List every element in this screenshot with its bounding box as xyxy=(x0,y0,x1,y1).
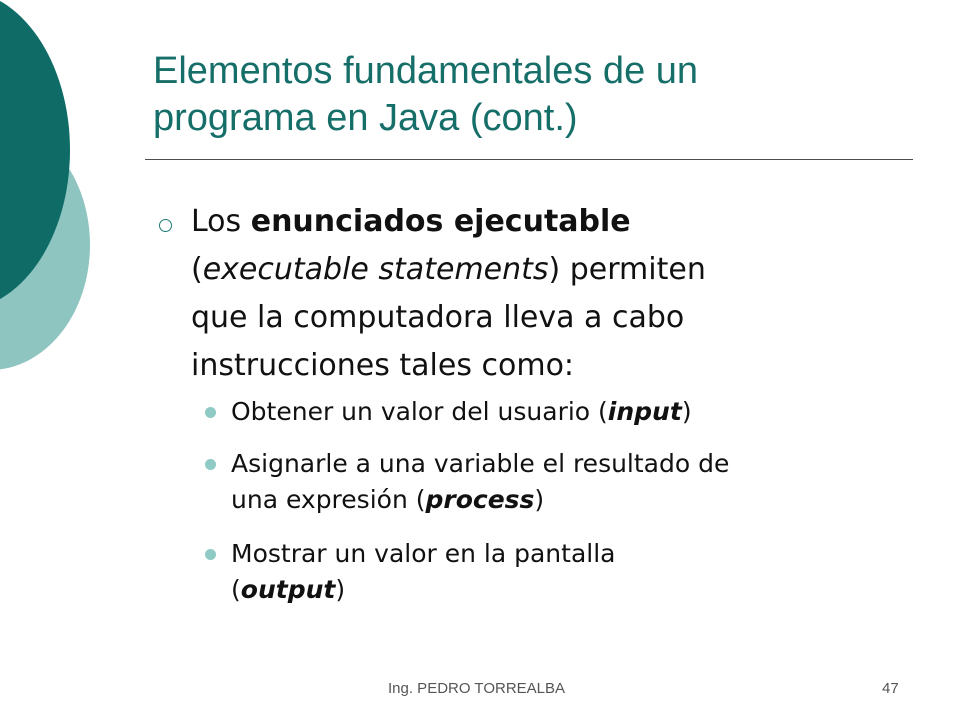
main-bullet-line-4: instrucciones tales como: xyxy=(191,348,575,383)
main-bullet-line-2-close: ) permiten xyxy=(548,252,706,287)
slide-title-line-2: programa en Java (cont.) xyxy=(153,97,578,139)
sub-bullet-input-line-1 xyxy=(231,394,921,430)
sub-bullet-input-close: ) xyxy=(681,397,692,426)
slide-number: 47 xyxy=(882,680,899,697)
main-bullet-line-1-text: Los xyxy=(191,204,251,239)
filled-circle-bullet-icon xyxy=(205,407,216,418)
sub-bullet-output-term: output xyxy=(240,575,336,604)
sub-bullet-output-line-2 xyxy=(231,572,921,608)
sub-bullet-output xyxy=(231,536,921,608)
hollow-circle-bullet-icon xyxy=(159,219,172,232)
sub-bullet-output-close: ) xyxy=(335,575,346,604)
main-bullet-line-3: que la computadora lleva a cabo xyxy=(191,300,685,335)
main-bullet-emphasis: enunciados ejecutable xyxy=(250,204,631,239)
sub-bullet-process-line-2 xyxy=(231,482,921,518)
sub-bullet-process-line-1: Asignarle a una variable el resultado de xyxy=(231,449,730,478)
sub-bullet-process xyxy=(231,446,921,518)
sub-bullet-input-term: input xyxy=(607,397,682,426)
filled-circle-bullet-icon xyxy=(205,459,216,470)
sub-bullet-process-term: process xyxy=(425,485,535,514)
sub-bullet-input xyxy=(231,394,921,430)
main-bullet-line-2 xyxy=(191,246,911,294)
main-bullet-text xyxy=(191,198,911,390)
slide-title-line-1: Elementos fundamentales de un xyxy=(153,50,699,92)
footer-author: Ing. PEDRO TORREALBA xyxy=(388,680,566,697)
sub-bullet-output-open: ( xyxy=(231,575,241,604)
main-bullet-line-1 xyxy=(191,198,911,246)
filled-circle-bullet-icon xyxy=(205,549,216,560)
sub-bullet-output-line-1: Mostrar un valor en la pantalla xyxy=(231,539,616,568)
sub-bullet-process-close: ) xyxy=(534,485,545,514)
main-bullet-italic-term: executable statements xyxy=(202,252,549,287)
sub-bullet-input-text: Obtener un valor del usuario ( xyxy=(231,397,608,426)
sub-bullet-process-text: una expresión ( xyxy=(231,485,426,514)
main-bullet-line-2-open: ( xyxy=(191,252,203,287)
